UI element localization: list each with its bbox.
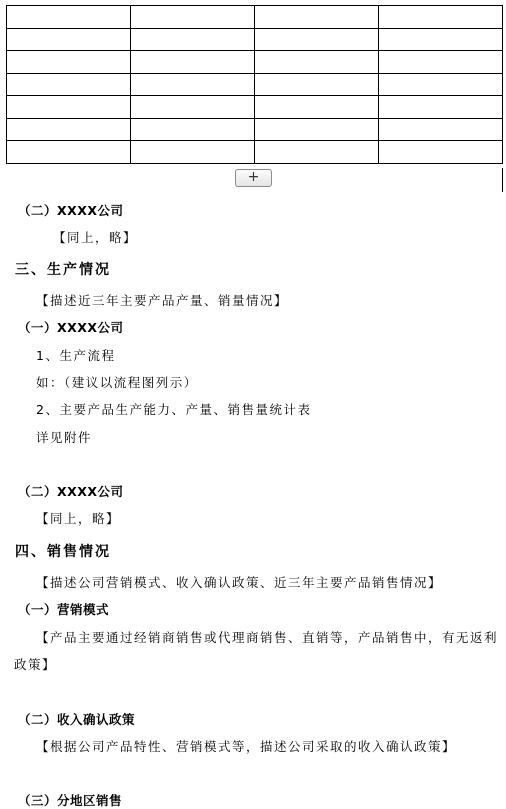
production-company-2-note: 【同上，略】 xyxy=(36,511,121,526)
table-row xyxy=(7,6,503,29)
sales-description: 【描述公司营销模式、收入确认政策、近三年主要产品销售情况】 xyxy=(36,575,443,590)
add-table-row-button[interactable]: + xyxy=(235,169,272,187)
revenue-recognition-heading: （二）收入确认政策 xyxy=(18,712,136,727)
table-cell[interactable] xyxy=(7,51,131,74)
data-table xyxy=(6,5,503,164)
table-row xyxy=(7,141,503,164)
table-cell[interactable] xyxy=(131,73,255,96)
table-cell[interactable] xyxy=(379,118,503,141)
table-edge-line xyxy=(502,168,503,192)
regional-sales-heading: （三）分地区销售 xyxy=(18,793,123,808)
table-row xyxy=(7,96,503,119)
table-cell[interactable] xyxy=(255,51,379,74)
production-company-2-heading: （二）XXXX公司 xyxy=(18,484,124,499)
table-cell[interactable] xyxy=(7,6,131,29)
table-cell[interactable] xyxy=(255,73,379,96)
sales-title: 四、销售情况 xyxy=(15,544,111,560)
table-cell[interactable] xyxy=(131,6,255,29)
revenue-recognition-description: 【根据公司产品特性、营销模式等，描述公司采取的收入确认政策】 xyxy=(36,739,457,754)
table-cell[interactable] xyxy=(379,141,503,164)
production-flow-item: 1、生产流程 xyxy=(36,348,116,363)
table-row xyxy=(7,73,503,96)
production-capacity-note: 详见附件 xyxy=(36,430,93,445)
table-cell[interactable] xyxy=(131,118,255,141)
table-cell[interactable] xyxy=(255,141,379,164)
same-as-above-note: 【同上，略】 xyxy=(53,230,138,245)
table-cell[interactable] xyxy=(255,96,379,119)
table-cell[interactable] xyxy=(131,96,255,119)
table-cell[interactable] xyxy=(255,28,379,51)
production-capacity-item: 2、主要产品生产能力、产量、销售量统计表 xyxy=(36,402,312,417)
table-cell[interactable] xyxy=(7,96,131,119)
table-cell[interactable] xyxy=(379,96,503,119)
production-company-1-heading: （一）XXXX公司 xyxy=(18,320,124,335)
table-cell[interactable] xyxy=(379,73,503,96)
table-row xyxy=(7,28,503,51)
production-flow-note: 如：（建议以流程图列示） xyxy=(36,375,198,390)
table-cell[interactable] xyxy=(131,51,255,74)
marketing-model-heading: （一）营销模式 xyxy=(18,602,110,617)
table-row xyxy=(7,118,503,141)
table-cell[interactable] xyxy=(379,51,503,74)
table-cell[interactable] xyxy=(7,73,131,96)
table-cell[interactable] xyxy=(7,118,131,141)
table-cell[interactable] xyxy=(131,28,255,51)
table-row xyxy=(7,51,503,74)
table-cell[interactable] xyxy=(379,6,503,29)
table-cell[interactable] xyxy=(7,28,131,51)
table-cell[interactable] xyxy=(255,6,379,29)
table-cell[interactable] xyxy=(255,118,379,141)
marketing-model-description-line1: 【产品主要通过经销商销售或代理商销售、直销等，产品销售中，有无返利 xyxy=(36,630,499,645)
table-cell[interactable] xyxy=(7,141,131,164)
table-cell[interactable] xyxy=(131,141,255,164)
production-title: 三、生产情况 xyxy=(15,262,111,278)
production-description: 【描述近三年主要产品产量、销量情况】 xyxy=(36,293,289,308)
table-cell[interactable] xyxy=(379,28,503,51)
section-heading-company-2: （二）XXXX公司 xyxy=(18,203,124,218)
marketing-model-description-line2: 政策】 xyxy=(14,657,57,672)
